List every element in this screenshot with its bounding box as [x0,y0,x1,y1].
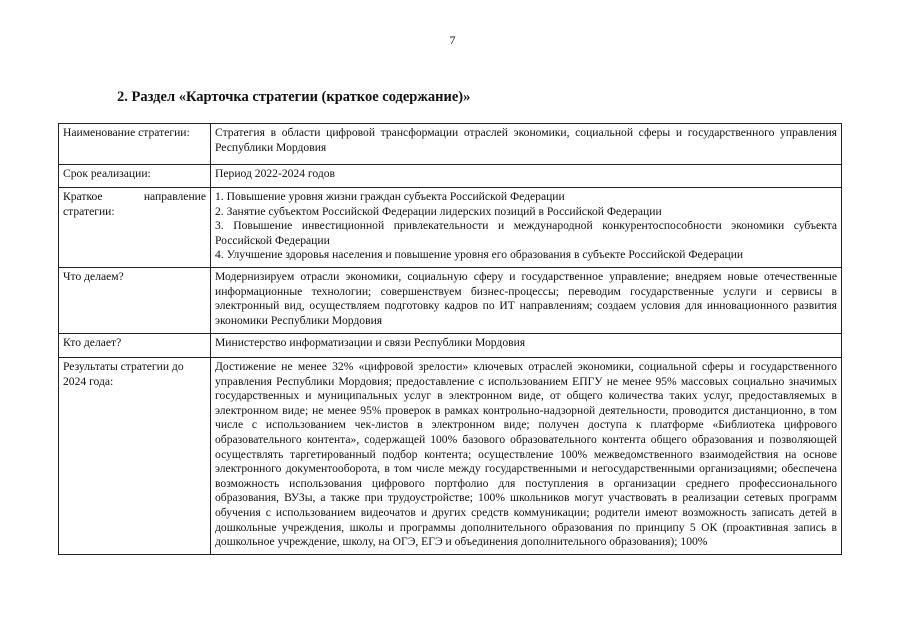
row-label-what: Что делаем? [59,267,211,333]
row-value-period: Период 2022-2024 годов [211,165,842,188]
table-row [59,165,842,188]
page-number: 7 [449,33,456,47]
direction-item: 3. Повышение инвестиционной привлекательности и международной конкурентоспособности экономики субъекта Российской Федерации [215,219,837,247]
table-row [59,188,842,268]
table-row [59,267,842,333]
row-label-results: Результаты стратегии до 2024 года: [59,357,211,554]
section-title: 2. Раздел «Карточка стратегии (краткое содержание)» [117,89,471,105]
row-value-who: Министерство информатизации и связи Республики Мордовия [211,333,842,357]
direction-item: 4. Улучшение здоровья населения и повышение уровня его образования в субъекте Российской Федерации [215,248,744,262]
row-label-period: Срок реализации: [59,165,211,188]
row-value-directions [211,188,842,268]
direction-item: 1. Повышение уровня жизни граждан субъекта Российской Федерации [215,190,565,203]
strategy-card-table [58,123,842,555]
table-row [59,124,842,165]
row-value-what: Модернизируем отрасли экономики, социальную сферу и государственное управление; внедряем новые отечественные информационные технологии; совершенствуем бизнес-процессы; переводим государственные услуги и сервисы в электронный вид, осуществляем подготовку кадров по ИТ направлениям; создаем условия для инновационного развития экономики Республики Мордовия [211,267,842,333]
table-row [59,357,842,554]
table-row [59,333,842,357]
direction-item: 2. Занятие субъектом Российской Федерации лидерских позиций в Российской Федерации [215,204,662,218]
row-label-who: Кто делает? [59,333,211,357]
row-label-directions: Краткое направление стратегии: [59,188,211,268]
row-value-strategy-name: Стратегия в области цифровой трансформации отраслей экономики, социальной сферы и государственного управления Республики Мордовия [211,124,842,165]
row-value-results: Достижение не менее 32% «цифровой зрелости» ключевых отраслей экономики, социальной сферы и государственного управления Республики Мордовия; предоставление с использованием ЕПГУ не менее 95% массовых социально значимых государственных и муниципальных услуг в электронном виде, от общего количества таких услуг, предоставляемых в электронном виде; не менее 95% проверок в рамках контрольно-надзорной деятельности, проводится дистанционно, в том числе с использованием чек-листов в электронном виде; получен доступа к платформе «Библиотека цифрового образовательного контента», содержащей 100% базового образовательного контента общего образования и позволяющей осуществлять таргетированный подбор контента; осуществление 100% межведомственного взаимодействия на основе электронного документооборота, в том числе между государственными и негосударственными организациями; обеспечена возможность использования цифрового портфолио для поступления в организации среднего профессионального образования, ВУЗы, а также при трудоустройстве; 100% школьников могут участвовать в реализации сетевых программ обучения с использованием видеочатов и других средств коммуникации; родители имеют возможность записать детей в дошкольные учреждения, школы и программы дополнительного образования по принципу 5 ОК (проактивная запись в дошкольное учреждение, школу, на ОГЭ, ЕГЭ и объединения дополнительного образования); 100% [211,357,842,554]
row-label-strategy-name: Наименование стратегии: [59,124,211,165]
